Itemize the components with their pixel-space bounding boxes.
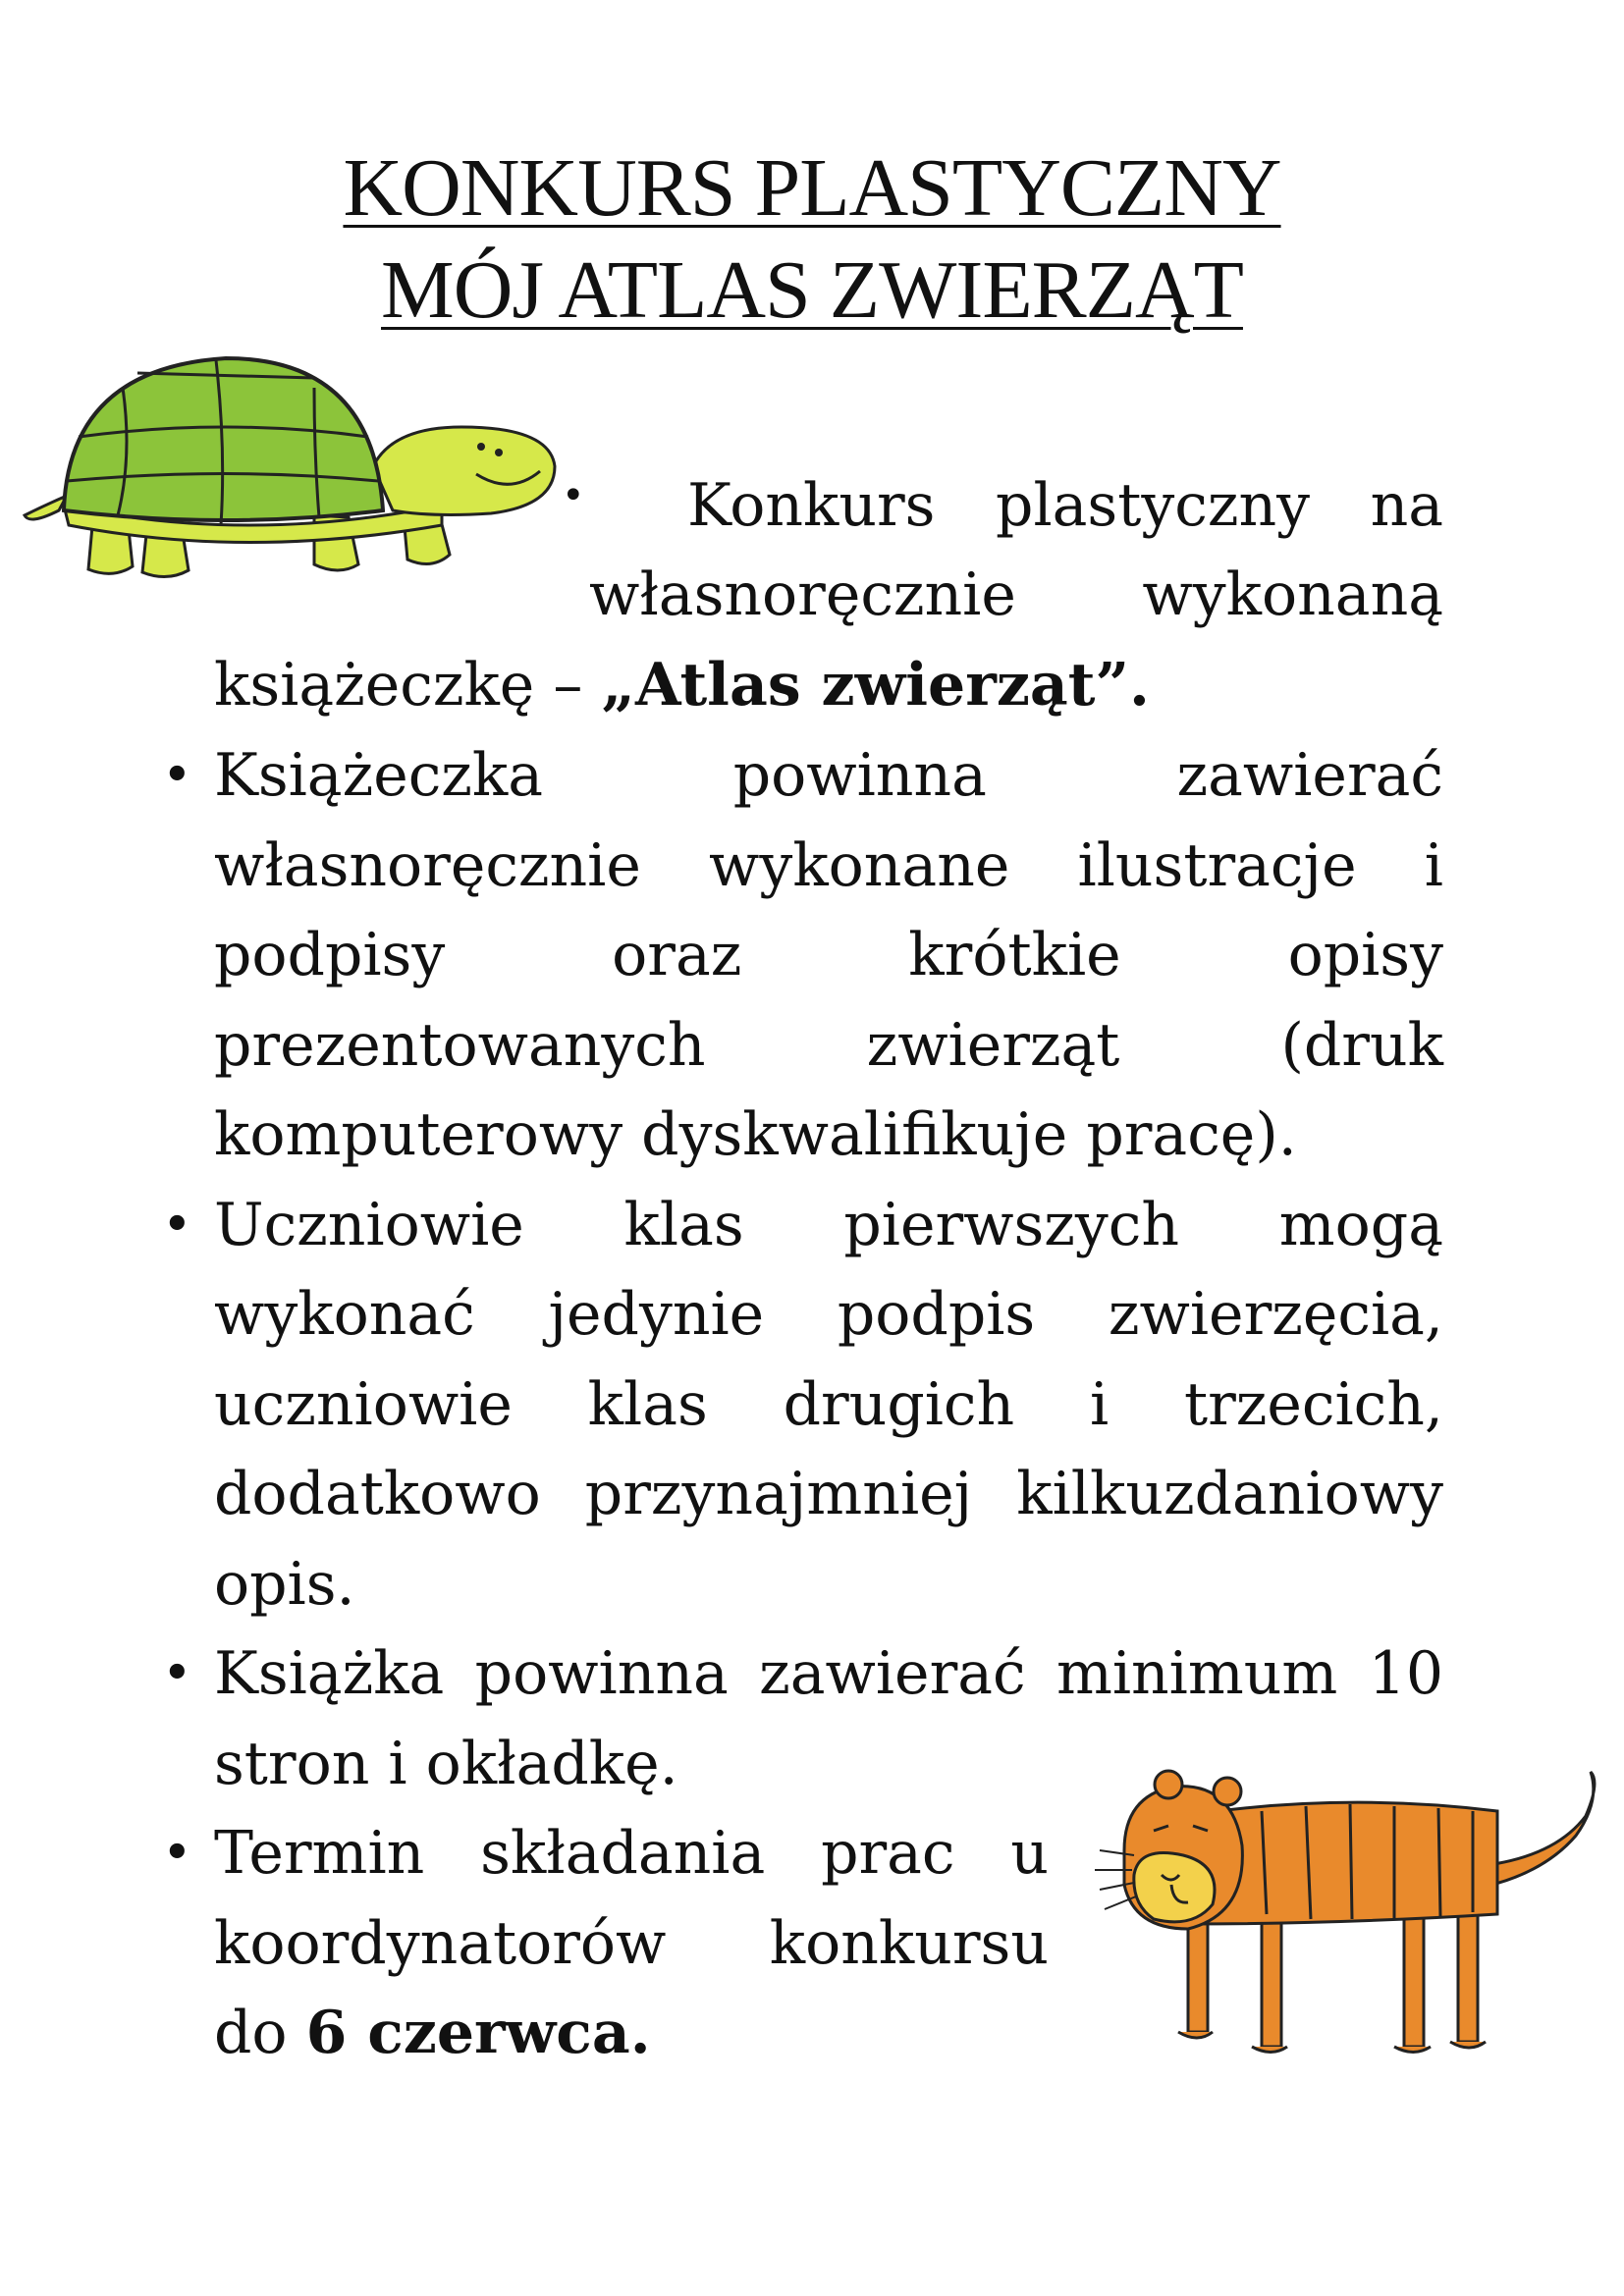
atlas-title-bold: „Atlas zwierząt”.: [601, 651, 1150, 720]
bullet-5-text: Termin składania prac u koordynatorów konkursu do: [214, 1819, 1049, 2067]
list-item-contents: [160, 731, 1443, 1181]
bullet-1-line-3-prefix: książeczkę –: [214, 651, 602, 720]
deadline-date: 6 czerwca.: [305, 1999, 651, 2067]
list-item-pages: [160, 1629, 1443, 1809]
turtle-illustration: [20, 348, 569, 594]
bullet-2-text: Książeczka powinna zawierać własnoręcznie wykonane ilustracje i podpisy oraz krótkie opisy prezentowanych zwierząt (druk komputerowy dyskwalifikuje pracę).: [214, 741, 1443, 1169]
title-line-1: KONKURS PLASTYCZNY: [343, 142, 1281, 234]
list-item-deadline: [160, 1809, 1049, 2079]
bullet-marker-1: •: [562, 473, 585, 518]
title-line-2: MÓJ ATLAS ZWIERZĄT: [381, 244, 1243, 336]
bullet-4-text: Książka powinna zawierać minimum 10 stron i okładkę.: [214, 1639, 1443, 1798]
bullet-3-text: Uczniowie klas pierwszych mogą wykonać jedynie podpis zwierzęcia, uczniowie klas drugich i trzecich, dodatkowo przynajmniej kilkuzdaniowy opis.: [214, 1190, 1443, 1619]
bullet-1-line-1: Konkurs plastyczny na: [687, 471, 1443, 540]
bullet-1-line-3: [214, 641, 1443, 731]
page-title: [0, 137, 1624, 342]
rules-list: [160, 731, 1443, 2079]
list-item-classes: [160, 1181, 1443, 1630]
bullet-1-line-2: własnoręcznie wykonaną: [589, 561, 1443, 629]
